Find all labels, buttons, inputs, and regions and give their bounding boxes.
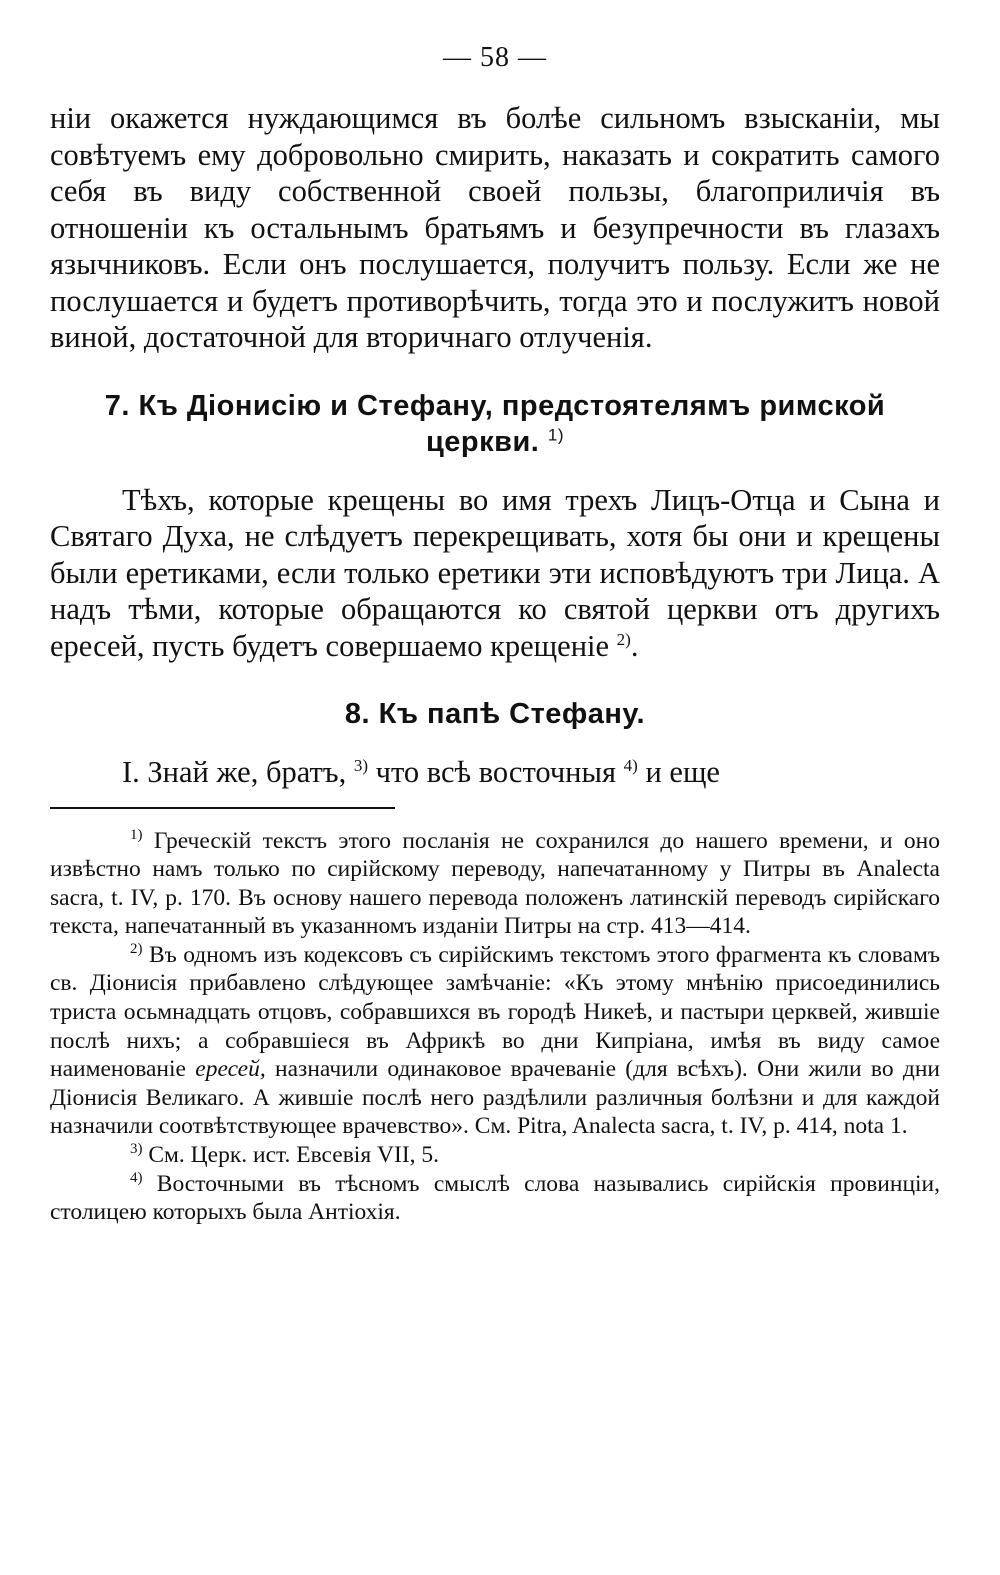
- footnote-2-mark: 2): [130, 941, 143, 958]
- section-7-paragraph: [50, 482, 940, 665]
- footnote-2: [50, 941, 940, 1141]
- section-8-text-part2: что всѣ восточныя: [375, 755, 617, 789]
- page-number: — 58 —: [443, 42, 547, 73]
- page: [50, 40, 940, 1227]
- section-7-heading-text: 7. Къ Дiонисiю и Стефану, предстоятелямъ римской церкви.: [104, 389, 886, 458]
- footnote-ref-3: 3): [353, 755, 368, 775]
- section-7-footnote-ref: 1): [547, 424, 565, 444]
- footnote-4-text: Восточными въ тѣсномъ смыслѣ слова назывались сирiйскiя провинцiи, столицею которыхъ была Антiохiя.: [50, 1170, 941, 1226]
- section-8-text-part1: I. Знай же, братъ,: [122, 755, 347, 789]
- paragraph-continuation: нiи окажется нуждающимся въ болѣе сильномъ взысканiи, мы совѣтуемъ ему добровольно смирить, наказать и сократить самого себя въ виду собственной своей пользы, благоприличiя въ отношенiи къ остальнымъ братьямъ и безупречности въ глазахъ язычниковъ. Если онъ послушается, получитъ пользу. Если же не послушается и будетъ противорѣчить, тогда это и послужитъ новой виной, достаточной для вторичнаго отлученiя.: [50, 101, 940, 354]
- footnotes: [50, 827, 940, 1227]
- footnote-1: [50, 827, 940, 941]
- section-8-heading: 8. Къ папѣ Стефану.: [344, 698, 646, 730]
- section-8-text-part3: и еще: [645, 755, 720, 789]
- footnote-ref-4: 4): [623, 755, 638, 775]
- footnote-1-mark: 1): [130, 826, 143, 843]
- footnote-2-text-b: назначили одинаковое врачеванiе (для всѣхъ). Они жили во дни Дiонисiя Великаго. А жившiе послѣ него раздѣлили различныя болѣзни и для каждой назначили соотвѣтствующее врачевство». См. Pitra, Analecta sacra, t. IV, p. 414, nota 1.: [50, 1056, 940, 1140]
- footnote-2-italic: ересей,: [195, 1056, 266, 1083]
- section-8-paragraph: [50, 754, 940, 791]
- section-7-heading: [50, 388, 940, 460]
- footnote-4: [50, 1170, 940, 1227]
- footnote-1-text: Греческiй текстъ этого посланiя не сохранился до нашего времени, и оно извѣстно намъ только по сирiйскому переводу, напечатанному у Питры въ Analecta sacra, t. IV, p. 170. Въ основу нашего перевода положенъ латинскiй переводъ сирiйскаго текста, напечатанный въ указанномъ изданiи Питры на стр. 413—414.: [50, 827, 941, 940]
- footnote-4-mark: 4): [130, 1169, 143, 1186]
- footnote-3-text: См. Церк. ист. Евсевiя VII, 5.: [148, 1142, 440, 1169]
- section-7-paragraph-text: Тѣхъ, которые крещены во имя трехъ Лицъ-Отца и Сына и Святаго Духа, не слѣдуетъ перекрещивать, хотя бы они и крещены были еретиками, если только еретики эти исповѣдуютъ три Лица. А надъ тѣми, которые обращаются ко святой церкви отъ другихъ ересей, пусть будетъ совершаемо крещенiе: [50, 482, 940, 663]
- footnote-3: [50, 1141, 940, 1170]
- footnote-divider: [50, 807, 395, 809]
- footnote-2-text-a: Въ одномъ изъ кодексовъ съ сирiйскимъ текстомъ этого фрагмента къ словамъ св. Дiонисiя прибавлено слѣдующее замѣчанiе: «Къ этому мнѣнiю присоединились триста осьмнадцать отцовъ, собравшихся въ городѣ Никеѣ, и пастыри церквей, жившiе послѣ нихъ; а собравшiеся въ Африкѣ во дни Кипрiана, имѣя въ виду самое наименованiе: [50, 941, 941, 1083]
- section-7-paragraph-end: .: [630, 628, 639, 663]
- footnote-3-mark: 3): [130, 1141, 143, 1158]
- section-7-paragraph-footnote-ref: 2): [616, 629, 631, 649]
